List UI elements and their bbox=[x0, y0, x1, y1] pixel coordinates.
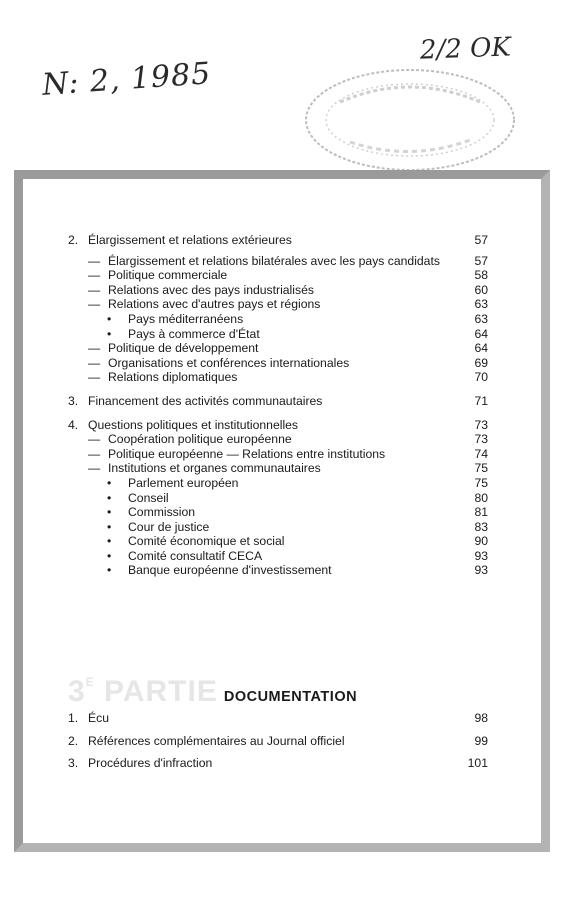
faded-stamp bbox=[300, 62, 520, 177]
page-number: 69 bbox=[474, 355, 488, 370]
page-number: 80 bbox=[474, 490, 488, 505]
toc-entry bbox=[68, 297, 488, 312]
toc-entry bbox=[68, 491, 488, 506]
bullet-marker: • bbox=[107, 548, 112, 563]
page-number: 83 bbox=[474, 519, 488, 534]
page-number: 57 bbox=[474, 253, 488, 268]
entry-text: Procédures d'infraction bbox=[88, 756, 213, 771]
toc-entry bbox=[68, 394, 488, 409]
entry-text: Politique de développement bbox=[108, 341, 259, 356]
entry-text: Banque européenne d'investissement bbox=[128, 563, 332, 578]
page-number: 74 bbox=[474, 446, 488, 461]
entry-text: Institutions et organes communautaires bbox=[108, 461, 321, 476]
toc-entry bbox=[68, 447, 488, 462]
page-number: 101 bbox=[467, 756, 488, 771]
toc-entry bbox=[68, 520, 488, 535]
dash-marker: — bbox=[88, 370, 101, 385]
toc-entry bbox=[68, 432, 488, 447]
section-number: 1. bbox=[68, 711, 79, 725]
bullet-marker: • bbox=[107, 519, 112, 534]
toc-entry bbox=[68, 370, 488, 385]
dash-marker: — bbox=[88, 282, 101, 297]
toc-entry bbox=[68, 505, 488, 520]
section-gap bbox=[68, 385, 488, 394]
part-title: DOCUMENTATION bbox=[223, 689, 358, 705]
entry-text: Conseil bbox=[128, 490, 169, 505]
entry-text: Comité économique et social bbox=[128, 534, 285, 549]
entry-text: Élargissement et relations bilatérales avec les pays candidats bbox=[108, 253, 440, 268]
page-number: 71 bbox=[474, 393, 488, 408]
entry-text: Relations diplomatiques bbox=[108, 370, 238, 385]
toc-entry bbox=[68, 461, 488, 476]
dash-marker: — bbox=[88, 297, 101, 312]
page-number: 93 bbox=[474, 548, 488, 563]
bullet-marker: • bbox=[107, 326, 112, 341]
entry-text: Politique européenne — Relations entre institutions bbox=[108, 446, 386, 461]
page-number: 73 bbox=[474, 432, 488, 447]
page-number: 57 bbox=[474, 233, 488, 247]
part-label: $3^E$ PARTIE bbox=[68, 675, 218, 708]
page-number: 58 bbox=[474, 268, 488, 283]
entry-text: Relations avec d'autres pays et régions bbox=[108, 297, 321, 312]
table-of-contents bbox=[68, 233, 488, 578]
toc-entry bbox=[68, 356, 488, 371]
toc-entry bbox=[68, 563, 488, 578]
dash-marker: — bbox=[88, 446, 101, 461]
toc-entry bbox=[68, 341, 488, 356]
entry-text: Financement des activités communautaires bbox=[88, 393, 323, 408]
toc-entry bbox=[68, 534, 488, 549]
toc-entry bbox=[68, 549, 488, 564]
documentation-entry bbox=[68, 734, 488, 749]
dash-marker: — bbox=[88, 432, 101, 447]
page-number: 64 bbox=[474, 326, 488, 341]
entry-text: Questions politiques et institutionnelles bbox=[88, 417, 299, 432]
documentation-entry bbox=[68, 756, 488, 771]
toc-entry bbox=[68, 312, 488, 327]
part-heading bbox=[68, 675, 358, 708]
handwritten-issue-number: N: 2, 1985 bbox=[40, 56, 213, 103]
page-number: 81 bbox=[474, 505, 488, 520]
entry-text: Pays méditerranéens bbox=[128, 311, 244, 326]
section-number: 2. bbox=[68, 733, 79, 748]
page-number: 75 bbox=[474, 461, 488, 476]
bullet-marker: • bbox=[107, 534, 112, 549]
section-number: 4. bbox=[68, 417, 79, 432]
entry-text: Élargissement et relations extérieures bbox=[88, 233, 292, 247]
toc-entry bbox=[68, 327, 488, 342]
page-number: 73 bbox=[474, 417, 488, 432]
bullet-marker: • bbox=[107, 563, 112, 578]
entry-text: Pays à commerce d'État bbox=[128, 326, 260, 341]
toc-entry bbox=[68, 233, 488, 248]
toc-entry bbox=[68, 418, 488, 433]
documentation-entry bbox=[68, 711, 488, 726]
dash-marker: — bbox=[88, 461, 101, 476]
page-number: 70 bbox=[474, 370, 488, 385]
entry-text: Politique commerciale bbox=[108, 268, 228, 283]
toc-entry bbox=[68, 476, 488, 491]
bullet-marker: • bbox=[107, 505, 112, 520]
entry-text: Relations avec des pays industrialisés bbox=[108, 282, 314, 297]
page-number: 64 bbox=[474, 341, 488, 356]
section-number: 2. bbox=[68, 233, 79, 247]
section-number: 3. bbox=[68, 393, 79, 408]
toc-entry bbox=[68, 254, 488, 269]
page-number: 98 bbox=[474, 711, 488, 725]
page-number: 90 bbox=[474, 534, 488, 549]
page-number: 75 bbox=[474, 475, 488, 490]
entry-text: Cour de justice bbox=[128, 519, 210, 534]
entry-text: Coopération politique européenne bbox=[108, 432, 292, 447]
page-number: 63 bbox=[474, 311, 488, 326]
dash-marker: — bbox=[88, 341, 101, 356]
section-number: 3. bbox=[68, 756, 79, 771]
handwritten-check-mark: 2/2 OK bbox=[419, 32, 512, 66]
dash-marker: — bbox=[88, 268, 101, 283]
page-number: 93 bbox=[474, 563, 488, 578]
toc-entry bbox=[68, 283, 488, 298]
page-number: 99 bbox=[474, 733, 488, 748]
dash-marker: — bbox=[88, 355, 101, 370]
entry-text: Comité consultatif CECA bbox=[128, 548, 263, 563]
entry-text: Commission bbox=[128, 505, 196, 520]
bullet-marker: • bbox=[107, 475, 112, 490]
entry-text: Écu bbox=[88, 711, 110, 725]
dash-marker: — bbox=[88, 253, 101, 268]
entry-text: Parlement européen bbox=[128, 475, 239, 490]
bullet-marker: • bbox=[107, 311, 112, 326]
toc-entry bbox=[68, 268, 488, 283]
entry-text: Organisations et conférences internationales bbox=[108, 355, 350, 370]
entry-text: Références complémentaires au Journal officiel bbox=[88, 733, 345, 748]
page-number: 60 bbox=[474, 282, 488, 297]
bullet-marker: • bbox=[107, 490, 112, 505]
documentation-list bbox=[68, 711, 488, 779]
section-gap bbox=[68, 409, 488, 418]
page-number: 63 bbox=[474, 297, 488, 312]
